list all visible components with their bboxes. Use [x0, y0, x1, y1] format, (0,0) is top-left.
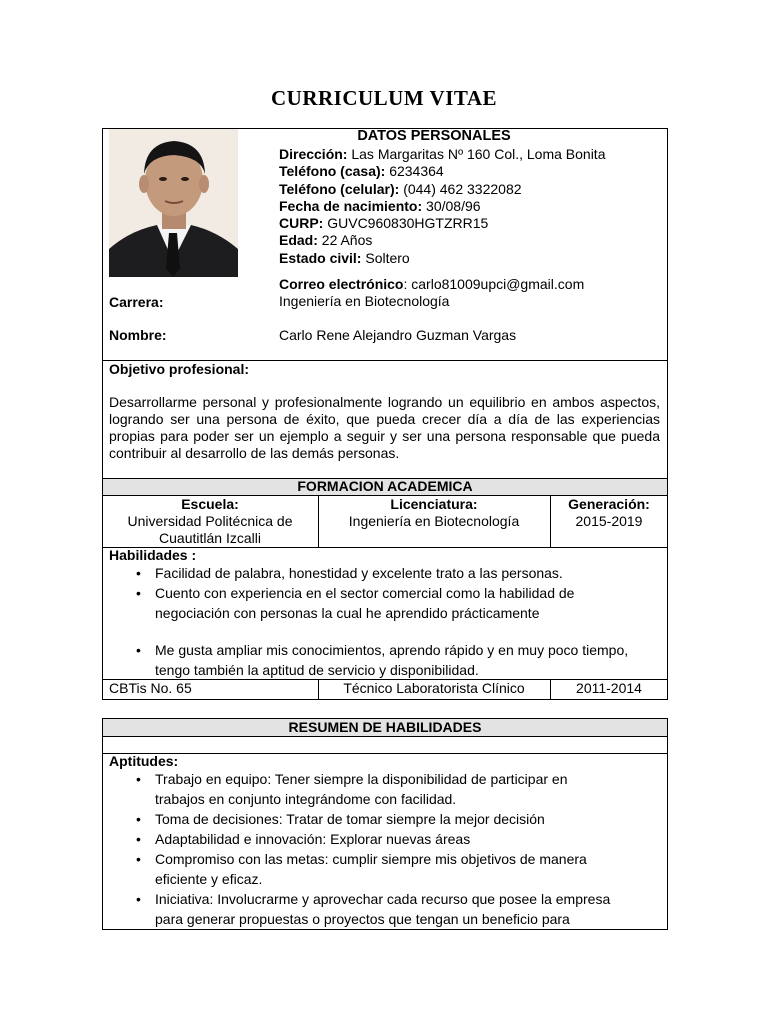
- field-value: (044) 462 3322082: [399, 181, 522, 197]
- email-field: [279, 276, 584, 293]
- list-item: • Toma de decisiones: Tratar de tomar siempre la mejor decisión: [136, 811, 545, 827]
- carrera-label: Carrera:: [109, 294, 164, 310]
- objective-label: Objetivo profesional:: [109, 361, 250, 377]
- field-value: : carlo81009upci@gmail.com: [403, 276, 585, 292]
- field-label: Teléfono (celular):: [279, 181, 400, 197]
- field-value: Las Margaritas Nº 160 Col., Loma Bonita: [347, 146, 606, 162]
- aptitudes-label: Aptitudes:: [109, 753, 179, 769]
- school-name: Universidad Politécnica de: [127, 513, 293, 529]
- list-item: • Compromiso con las metas: cumplir siempre mis objetivos de manera eficiente y eficaz.: [136, 851, 587, 887]
- field-label: CURP:: [279, 215, 324, 231]
- list-item: • Cuento con experiencia en el sector comercial como la habilidad de negociación con personas la cual he aprendido prácticamente: [136, 585, 575, 621]
- birthdate-field: [279, 198, 481, 215]
- school-header: Escuela:: [181, 496, 239, 512]
- field-value: 6234364: [385, 163, 444, 179]
- aptitudes-list: [109, 769, 639, 929]
- cell-phone-field: [279, 181, 522, 198]
- education-heading: FORMACION ACADEMICA: [297, 478, 473, 494]
- field-value: 22 Años: [317, 232, 373, 248]
- field-label: Teléfono (casa):: [279, 163, 386, 179]
- school-name-line2: Cuautitlán Izcalli: [159, 530, 261, 546]
- list-item: • Trabajo en equipo: Tener siempre la disponibilidad de participar en trabajos en conjunto integrándome con facilidad.: [136, 771, 568, 807]
- skills-list: [109, 563, 639, 680]
- degree-name: Ingeniería en Biotecnología: [348, 513, 520, 529]
- page-title: CURRICULUM VITAE: [271, 86, 497, 110]
- degree-header: Licenciatura:: [390, 496, 478, 512]
- field-label: Estado civil:: [279, 250, 362, 266]
- skills-label: Habilidades :: [109, 547, 197, 563]
- list-item: • Iniciativa: Involucrarme y aprovechar cada recurso que posee la empresa para generar propuestas o proyectos que tengan un beneficio para: [136, 891, 611, 927]
- nombre-value: Carlo Rene Alejandro Guzman Vargas: [279, 327, 517, 343]
- degree-name: Técnico Laboratorista Clínico: [343, 680, 525, 696]
- generation-header: Generación:: [568, 496, 650, 512]
- personal-heading: DATOS PERSONALES: [357, 128, 511, 144]
- carrera-value: Ingeniería en Biotecnología: [279, 293, 450, 309]
- field-label: Edad:: [279, 232, 318, 248]
- civil-status-field: [279, 250, 410, 267]
- field-label: Correo electrónico: [279, 276, 404, 292]
- field-value: GUVC960830HGTZRR15: [323, 215, 489, 231]
- curp-field: [279, 215, 488, 232]
- nombre-label: Nombre:: [109, 327, 167, 343]
- field-label: Dirección:: [279, 146, 348, 162]
- field-value: 30/08/96: [422, 198, 481, 214]
- home-phone-field: [279, 163, 444, 180]
- objective-text: Desarrollarme personal y profesionalmente logrando un equilibrio en ambos aspectos, logrando ser una persona de éxito, que pueda crecer día a día de las experiencias propias para poder ser un ejemplo a seguir y ser una persona responsable que pueda contribuir al desarrollo de las demás personas.: [109, 394, 660, 461]
- profile-photo: [109, 129, 238, 277]
- generation-years: 2011-2014: [576, 680, 642, 696]
- field-value: Soltero: [361, 250, 410, 266]
- divider: [102, 736, 668, 737]
- age-field: [279, 232, 372, 249]
- generation-years: 2015-2019: [575, 513, 643, 529]
- summary-heading: RESUMEN DE HABILIDADES: [288, 719, 482, 735]
- divider: [102, 753, 668, 754]
- field-label: Fecha de nacimiento:: [279, 198, 423, 214]
- address-field: [279, 146, 605, 163]
- school-name: CBTis No. 65: [109, 680, 192, 696]
- list-item: • Me gusta ampliar mis conocimientos, aprendo rápido y en muy poco tiempo, tengo también la aptitud de servicio y disponibilidad.: [136, 642, 629, 678]
- list-item: • Adaptabilidad e innovación: Explorar nuevas áreas: [136, 831, 471, 847]
- list-item: • Facilidad de palabra, honestidad y excelente trato a las personas.: [136, 565, 563, 581]
